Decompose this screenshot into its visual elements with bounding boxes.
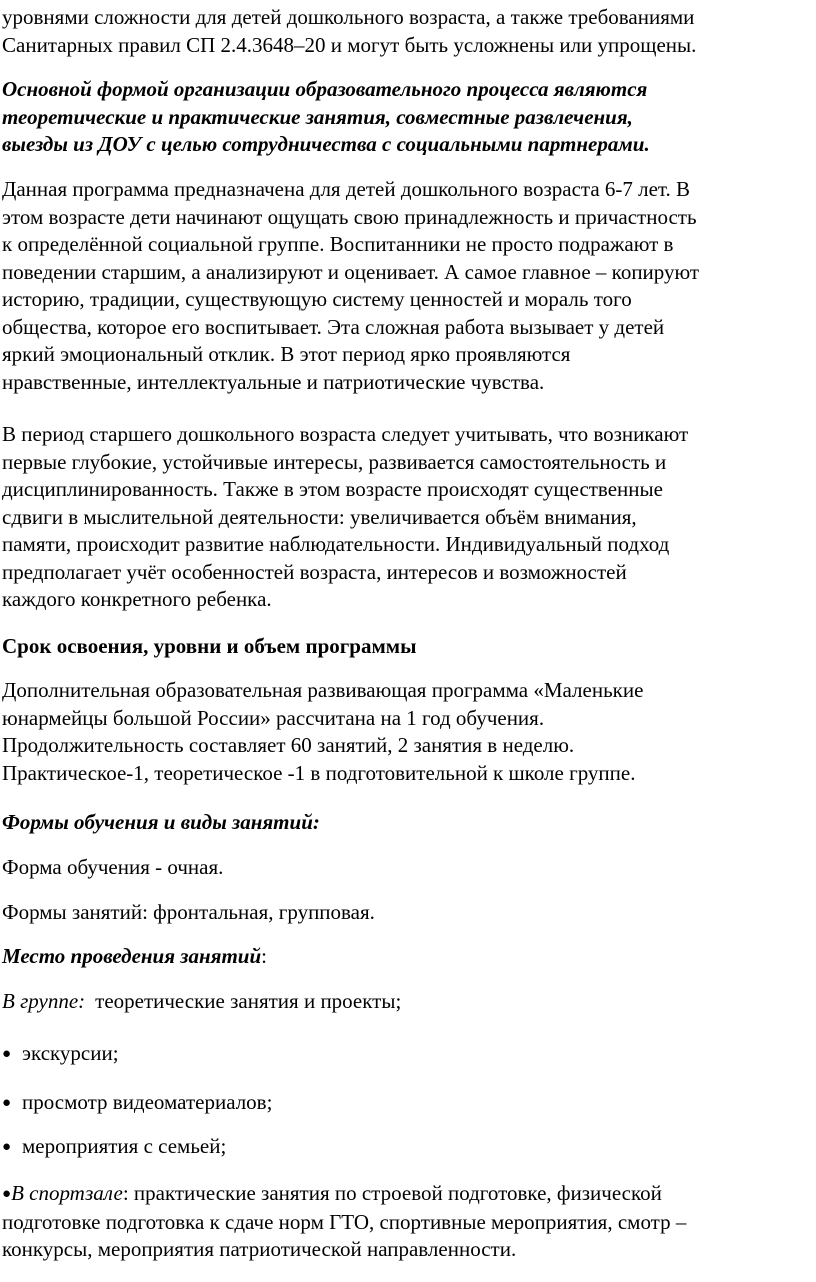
- text-line: дисциплинированность. Также в этом возрасте происходят существенные: [2, 477, 663, 501]
- group-paragraph: [2, 988, 401, 1016]
- text-line: конкурсы, мероприятия патриотической направленности.: [2, 1237, 517, 1261]
- classes-form-paragraph: Формы занятий: фронтальная, групповая.: [2, 900, 375, 924]
- place-heading: [2, 943, 267, 971]
- main-forms-paragraph: [2, 76, 650, 159]
- senior-age-paragraph: [2, 421, 688, 614]
- text-line: общества, которое его воспитывает. Эта сложная работа вызывает у детей: [2, 314, 665, 339]
- text-line: Практическое-1, теоретическое -1 в подготовительной к школе группе.: [2, 760, 636, 785]
- text-line: сдвиги в мыслительной деятельности: увеличивается объём внимания,: [2, 504, 637, 529]
- duration-paragraph: [2, 677, 643, 787]
- text-line: яркий эмоциональный отклик. В этот период ярко проявляются: [2, 342, 571, 366]
- text-line: первые глубокие, устойчивые интересы, развивается самостоятельность и: [2, 449, 667, 474]
- study-form-paragraph: Форма обучения - очная.: [2, 855, 224, 879]
- list-item-text: экскурсии;: [22, 1041, 119, 1065]
- text-line: Основной формой организации образовательного процесса являются: [2, 77, 648, 101]
- group-text: теоретические занятия и проекты;: [95, 989, 402, 1013]
- text-line: Продолжительность составляет 60 занятий, 2 занятия в неделю.: [2, 733, 575, 757]
- bullet-icon: ●: [2, 1139, 12, 1155]
- bullet-icon: ●: [2, 1186, 12, 1202]
- duration-heading: Срок освоения, уровни и объем программы: [2, 634, 417, 658]
- text-line: В период старшего дошкольного возраста следует учитывать, что возникают: [2, 422, 689, 446]
- text-line: поведении старшим, а анализируют и оценивает. А самое главное – копируют: [2, 259, 700, 284]
- text-line: каждого конкретного ребенка.: [2, 587, 272, 611]
- forms-heading: Формы обучения и виды занятий:: [2, 810, 320, 834]
- bullet-icon: ●: [2, 1095, 12, 1111]
- intro-paragraph: [2, 4, 696, 59]
- gym-text: : практические занятия по строевой подготовке, физической: [122, 1181, 662, 1205]
- text-line: памяти, происходит развитие наблюдательности. Индивидуальный подход: [2, 532, 670, 556]
- text-line: Дополнительная образовательная развивающая программа «Маленькие: [2, 678, 644, 702]
- list-item-text: мероприятия с семьей;: [22, 1134, 227, 1158]
- text-line: теоретические и практические занятия, совместные развлечения,: [2, 104, 633, 129]
- text-line: к определённой социальной группе. Воспитанники не просто подражают в: [2, 232, 674, 256]
- text-line: Санитарных правил СП 2.4.3648–20 и могут быть усложнены или упрощены.: [2, 32, 697, 57]
- text-line: юнармейцы большой России» рассчитана на 1 год обучения.: [2, 705, 545, 730]
- place-heading-text: Место проведения занятий: [2, 944, 262, 968]
- group-label: В группе:: [2, 989, 86, 1013]
- bullet-icon: ●: [2, 1046, 12, 1062]
- age-description-paragraph: [2, 176, 699, 396]
- list-item-text: просмотр видеоматериалов;: [22, 1090, 273, 1114]
- gym-label: В спортзале: [11, 1181, 123, 1205]
- text-line: этом возрасте дети начинают ощущать свою принадлежность и причастность: [2, 204, 697, 229]
- gym-paragraph: [2, 1180, 686, 1264]
- text-line: [2, 1180, 686, 1209]
- text-line: предполагает учёт особенностей возраста, интересов и возможностей: [2, 559, 627, 584]
- text-line: выезды из ДОУ с целью сотрудничества с социальными партнерами.: [2, 132, 650, 156]
- text-line: историю, традиции, существующую систему ценностей и мораль того: [2, 287, 632, 311]
- text-line: подготовке подготовка к сдаче норм ГТО, спортивные мероприятия, смотр –: [2, 1209, 687, 1234]
- list-item: [2, 1089, 272, 1118]
- text-line: нравственные, интеллектуальные и патриотические чувства.: [2, 369, 545, 394]
- list-item: [2, 1133, 226, 1162]
- list-item: [2, 1040, 119, 1069]
- text-line: Данная программа предназначена для детей дошкольного возраста 6-7 лет. В: [2, 177, 691, 201]
- place-heading-colon: :: [261, 944, 268, 968]
- text-line: уровнями сложности для детей дошкольного возраста, а также требованиями: [2, 5, 695, 29]
